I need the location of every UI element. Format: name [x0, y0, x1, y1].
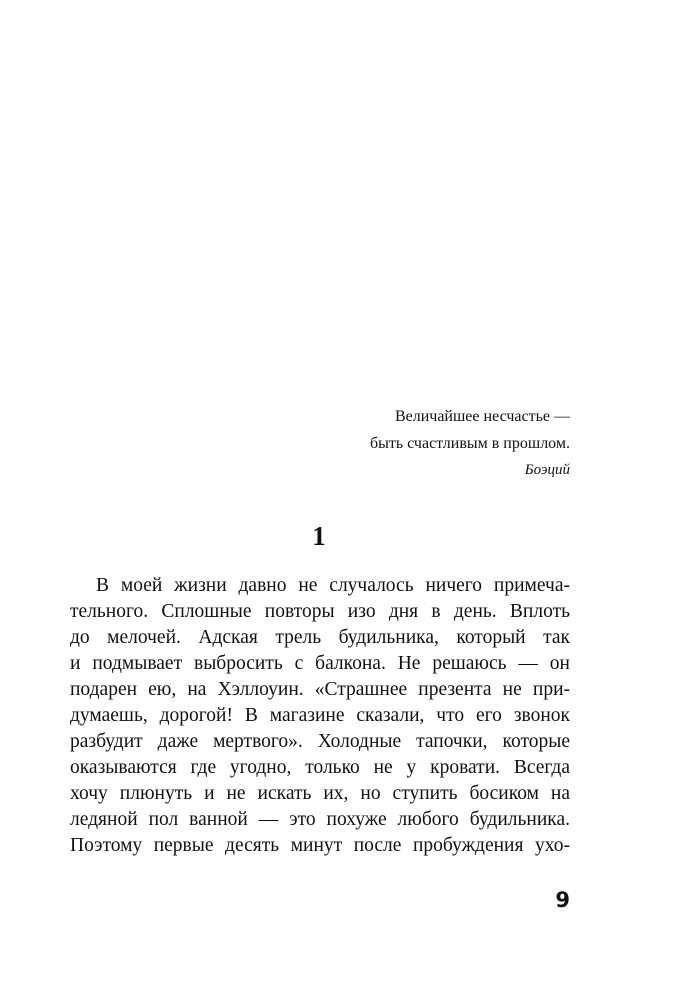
body-line: Поэтому первые десять минут после пробуждения ухо- [70, 835, 570, 856]
body-line: подарен ею, на Хэллоуин. «Страшнее презента не при- [70, 679, 570, 700]
body-line: и подмывает выбросить с балкона. Не решаюсь — он [70, 653, 570, 674]
chapter-body-text [70, 573, 570, 859]
epigraph-author: Боэций [524, 462, 570, 478]
body-line: оказываются где угодно, только не у кровати. Всегда [70, 757, 570, 778]
body-line: до мелочей. Адская трель будильника, который так [70, 627, 570, 648]
body-line: хочу плюнуть и не искать их, но ступить босиком на [70, 783, 570, 804]
body-line: разбудит даже мертвого». Холодные тапочки, которые [70, 731, 570, 752]
body-line: думаешь, дорогой! В магазине сказали, что его звонок [70, 705, 570, 726]
epigraph-line: быть счастливым в прошлом. [369, 435, 570, 452]
chapter-number: 1 [312, 521, 326, 551]
body-line: тельного. Сплошные повторы изо дня в день. Вплоть [70, 601, 570, 622]
body-line: В моей жизни давно не случалось ничего примеча- [96, 575, 570, 596]
epigraph-line: Величайшее несчастье — [394, 408, 570, 425]
page-number: 9 [555, 888, 570, 912]
body-line: ледяной пол ванной — это похуже любого будильника. [70, 809, 570, 830]
epigraph [370, 403, 570, 484]
